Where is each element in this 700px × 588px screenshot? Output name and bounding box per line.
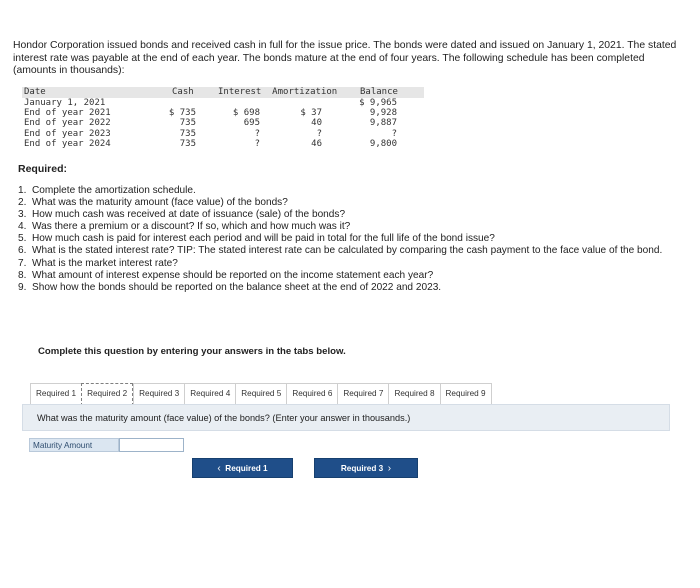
question-text: Show how the bonds should be reported on the balance sheet at the end of 2022 and 2023. [32,281,442,293]
schedule-cell-balance: 9,800 [369,138,397,149]
question-text: What amount of interest expense should be reported on the income statement each year? [32,269,434,281]
question-number: 2. [18,197,27,209]
question-number: 9. [18,281,27,293]
tab-required-9[interactable]: Required 9 [440,383,492,405]
required-tabs [30,383,492,405]
tab-required-6[interactable]: Required 6 [286,383,337,405]
schedule-cell-amortization: 46 [311,138,322,149]
schedule-row [22,108,424,118]
problem-intro: Hondor Corporation issued bonds and received cash in full for the issue price. The bonds were dated and issued on January 1, 2021. The stated interest rate was payable at the end of each year. The bonds mature at the end of four years. The following schedule has been completed (amounts in thousands): [13,40,677,77]
question-number: 4. [18,221,27,233]
tab-required-2[interactable]: Required 2 [81,383,133,406]
question-number: 7. [18,257,27,269]
header-interest-amortization: Interest Amortization [218,87,338,97]
schedule-cell-amortization: $ 37 [300,108,322,119]
schedule-header [22,87,424,98]
tab-required-1[interactable]: Required 1 [30,383,81,405]
question-item [18,233,678,245]
schedule-cell-date: End of year 2023 [24,128,111,139]
schedule-cell-date: January 1, 2021 [24,98,106,108]
question-item [18,282,678,294]
prev-required-button[interactable] [192,458,293,478]
tab-required-5[interactable]: Required 5 [235,383,286,405]
tab-required-7[interactable]: Required 7 [337,383,388,405]
question-text: What was the maturity amount (face value) of the bonds? [32,197,288,209]
question-item [18,221,678,233]
schedule-cell-amortization: ? [316,128,322,139]
question-number: 3. [18,209,27,221]
header-date: Date [24,87,46,97]
schedule-cell-balance: 9,887 [369,118,397,129]
question-item [18,270,678,282]
schedule-cell-date: End of year 2021 [24,108,111,119]
schedule-row [22,139,424,149]
maturity-amount-label: Maturity Amount [29,438,119,452]
amortization-schedule [22,87,424,149]
maturity-amount-input[interactable] [119,438,184,452]
question-text: What is the stated interest rate? TIP: The stated interest rate can be calculated by comparing the cash payment to the face value of the bond. [32,245,663,257]
next-required-button[interactable] [314,458,418,478]
schedule-cell-interest: 695 [243,118,260,129]
schedule-cell-cash: 735 [179,138,196,149]
header-balance: Balance [360,87,398,97]
required-heading: Required: [18,163,68,175]
schedule-cell-cash: 735 [179,128,196,139]
schedule-cell-date: End of year 2024 [24,138,111,149]
schedule-row [22,118,424,128]
panel-instructions: Complete this question by entering your answers in the tabs below. [38,346,346,357]
tab-required-8[interactable]: Required 8 [388,383,439,405]
question-text: Complete the amortization schedule. [32,185,196,196]
prev-button-label: Required 1 [225,464,268,473]
question-item [18,209,678,221]
schedule-cell-balance: ? [391,128,397,139]
schedule-cell-interest: $ 698 [232,108,260,119]
schedule-cell-cash: $ 735 [168,108,196,119]
question-prompt: What was the maturity amount (face value) of the bonds? (Enter your answer in thousands.) [22,404,670,431]
schedule-cell-cash: 735 [179,118,196,129]
question-item [18,185,678,197]
question-text: How much cash was received at date of issuance (sale) of the bonds? [32,209,346,221]
schedule-cell-interest: ? [254,138,260,149]
tab-required-4[interactable]: Required 4 [184,383,235,405]
question-text: Was there a premium or a discount? If so, which and how much was it? [32,221,351,233]
schedule-row [22,98,424,108]
question-item [18,258,678,270]
tab-required-3[interactable]: Required 3 [133,383,184,405]
question-list [18,185,678,294]
header-cash: Cash [172,87,194,97]
schedule-cell-balance: $ 9,965 [359,98,397,108]
schedule-cell-balance: 9,928 [369,108,397,119]
question-number: 5. [18,233,27,245]
question-item [18,197,678,209]
question-item [18,245,678,257]
schedule-cell-date: End of year 2022 [24,118,111,129]
schedule-cell-interest: ? [254,128,260,139]
question-number: 6. [18,245,27,257]
question-number: 1. [18,185,27,196]
question-text: How much cash is paid for interest each period and will be paid in total for the full life of the bond issue? [32,233,495,245]
schedule-cell-amortization: 40 [311,118,322,129]
question-number: 8. [18,269,27,281]
chevron-left-icon: ‹ [217,463,221,474]
schedule-row [22,129,424,139]
chevron-right-icon: › [387,463,392,474]
next-button-label: Required 3 [340,464,384,473]
question-text: What is the market interest rate? [32,257,178,269]
